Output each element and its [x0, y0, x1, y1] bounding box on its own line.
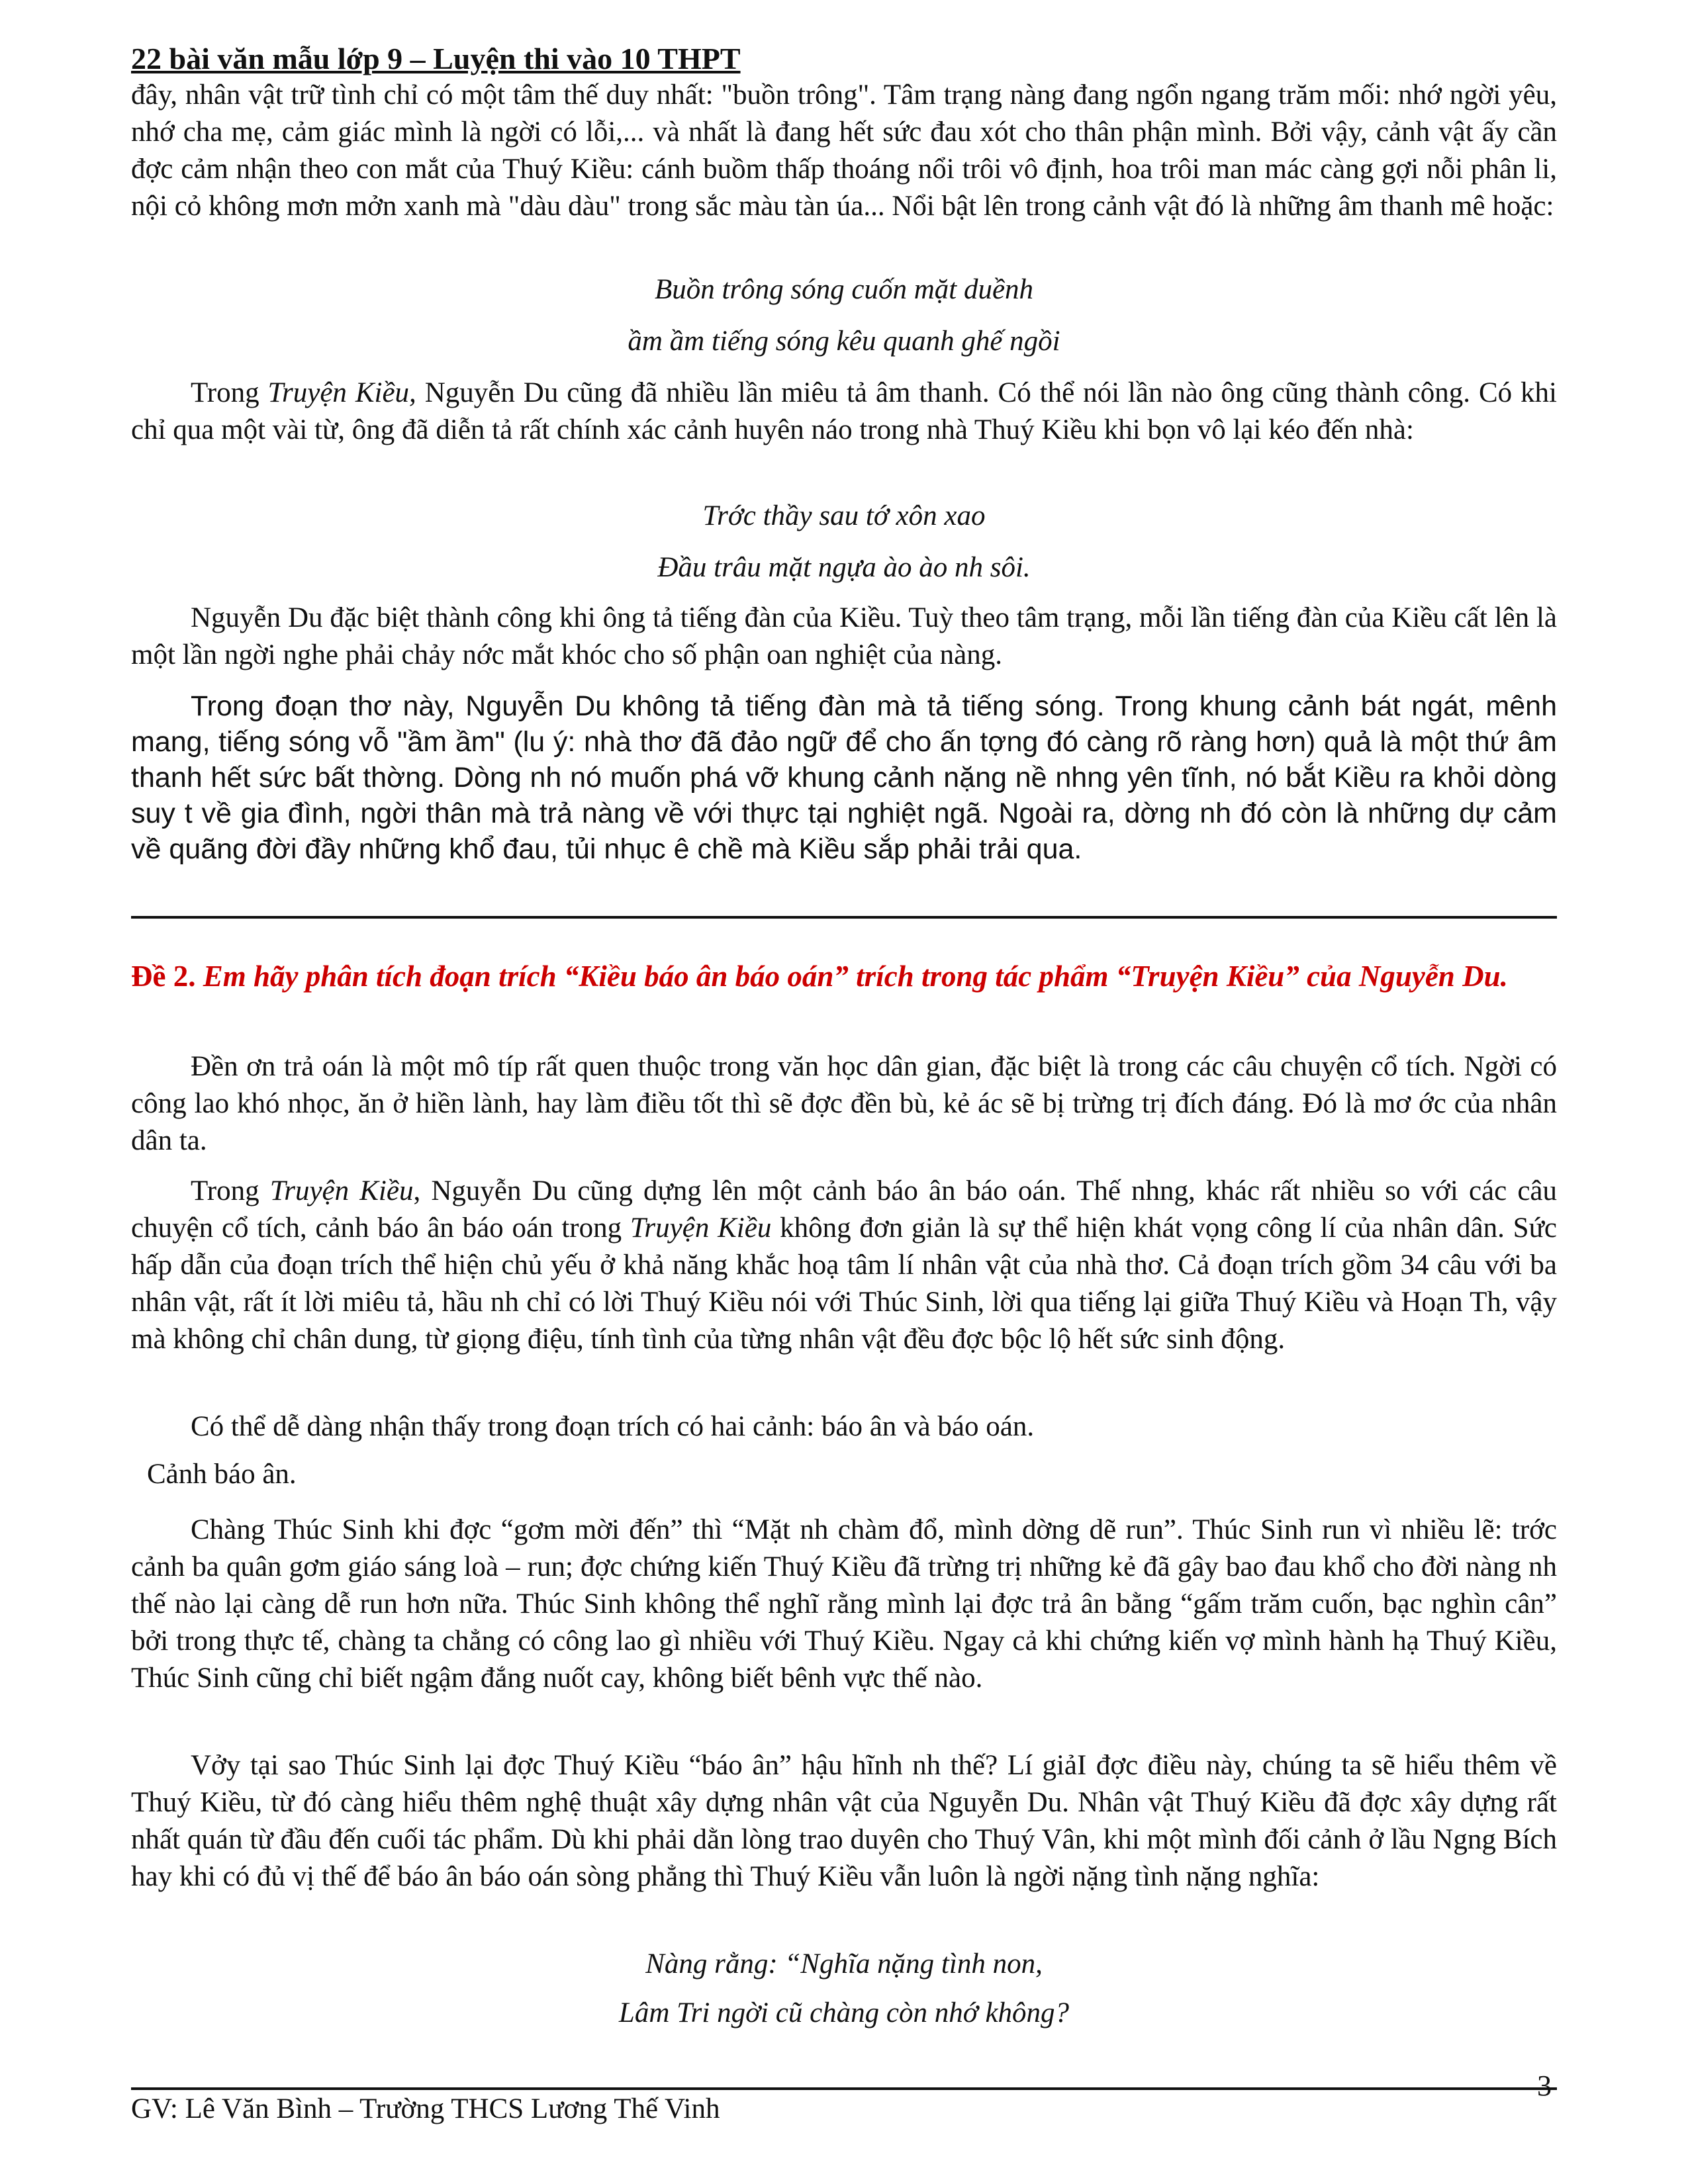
- paragraph-thuc-sinh: Chàng Thúc Sinh khi đợc “gơm mời đến” thì “Mặt nh chàm đổ, mình dờng dẽ run”. Thúc Sinh run vì nhiều lẽ: trớc cảnh ba quân gơm giáo sáng loà – run; đợc chứng kiến Thuý Kiều đã trừng trị những kẻ đã gây bao đau khổ cho đời nàng nh thế nào lại càng dễ run hơn nữa. Thúc Sinh không thể nghĩ rằng mình lại đợc trả ân bằng “gấm trăm cuốn, bạc nghìn cân” bởi trong thực tế, chàng ta chẳng có công lao gì nhiều với Thuý Kiều. Ngay cả khi chứng kiến vợ mình hành hạ Thuý Kiều, Thúc Sinh cũng chỉ biết ngậm đắng nuốt cay, không biết bênh vực thế nào.: [131, 1514, 1557, 1694]
- document-header-title: 22 bài văn mẫu lớp 9 – Luyện thi vào 10 THPT: [131, 42, 741, 75]
- paragraph-lute: Nguyễn Du đặc biệt thành công khi ông tả tiếng đàn của Kiều. Tuỳ theo tâm trạng, mỗi lần tiếng đàn của Kiều cất lên là một lần ngời nghe phải chảy nớc mắt khóc cho số phận oan nghiệt của nàng.: [131, 602, 1557, 670]
- text-run: không đơn giản là sự thể hiện khát vọng công lí của nhân dân. Sức hấp dẫn của đoạn trích thể hiện chủ yếu ở khả năng khắc hoạ tâm lí nhân vật của nhà thơ. Cả đoạn trích gồm 34 câu với ba nhân vật, rất ít lời miêu tả, hầu nh chỉ có lời Thuý Kiều nói với Thúc Sinh, lời qua tiếng lại giữa Thuý Kiều và Hoạn Th, vậy mà không chỉ chân dung, từ giọng điệu, tính tình của từng nhân vật đều đợc bộc lộ hết sức sinh động.: [131, 1212, 1557, 1355]
- work-title: Truyện Kiều: [630, 1212, 772, 1244]
- paragraph-sound: [131, 375, 1557, 449]
- paragraph-motif: Đền ơn trả oán là một mô típ rất quen thuộc trong văn học dân gian, đặc biệt là trong các câu chuyện cổ tích. Ngời có công lao khó nhọc, ăn ở hiền lành, hay làm điều tốt thì sẽ đợc đền bù, kẻ ác sẽ bị trừng trị đích đáng. Đó là mơ ớc của nhân dân ta.: [131, 1051, 1557, 1156]
- verse-line: Nàng rằng: “Nghĩa nặng tình non,: [645, 1948, 1043, 1979]
- verse-line: Lâm Tri ngời cũ chàng còn nhớ không?: [618, 1997, 1070, 2028]
- subheading: Cảnh báo ân.: [147, 1459, 297, 1490]
- paragraph-reward: Vởy tại sao Thúc Sinh lại đợc Thuý Kiều “báo ân” hậu hĩnh nh thế? Lí giảI đợc điều này, chúng ta sẽ hiểu thêm về Thuý Kiều, từ đó càng hiểu thêm nghệ thuật xây dựng nhân vật của Nguyễn Du. Nhân vật Thuý Kiều đã đợc xây dựng rất nhất quán từ đầu đến cuối tác phẩm. Dù khi phải dằn lòng trao duyên cho Thuý Vân, khi một mình đối cảnh ở lầu Ngng Bích hay khi có đủ vị thế để báo ân báo oán sòng phẳng thì Thuý Kiều vẫn luôn là ngời nặng tình nặng nghĩa:: [131, 1750, 1557, 1892]
- page-number: 3: [1537, 2070, 1552, 2102]
- verse-line: Đầu trâu mặt ngựa ào ào nh sôi.: [657, 552, 1031, 583]
- paragraph-intro: đây, nhân vật trữ tình chỉ có một tâm thế duy nhất: "buồn trông". Tâm trạng nàng đang ngổn ngang trăm mối: nhớ ngời yêu, nhớ cha mẹ, cảm giác mình là ngời có lỗi,... và nhất là đang hết sức đau xót cho thân phận mình. Bởi vậy, cảnh vật ấy cần đợc cảm nhận theo con mắt của Thuý Kiều: cánh buồm thấp thoáng nổi trôi vô định, hoa trôi man mác càng gợi nỗi phân li, nội cỏ không mơn mởn xanh mà "dàu dàu" trong sắc màu tàn úa... Nổi bật lên trong cảnh vật đó là những âm thanh mê hoặc:: [131, 79, 1557, 222]
- section-divider: [131, 916, 1557, 919]
- text-run: Nguyễn Du cũng đã nhiều lần miêu tả âm thanh. Có thể nói lần nào ông cũng thành công. Có khi chỉ qua một vài từ, ông đã diễn tả rất chính xác cảnh huyên náo trong nhà Thuý Kiều khi bọn vô lại kéo đến nhà:: [131, 377, 1557, 445]
- text-run: Trong: [191, 1175, 270, 1206]
- question-number: Đề 2.: [131, 960, 196, 993]
- question-heading: [131, 957, 1557, 995]
- paragraph-waves: Trong đoạn thơ này, Nguyễn Du không tả tiếng đàn mà tả tiếng sóng. Trong khung cảnh bát ngát, mênh mang, tiếng sóng vỗ "ầm ầm" (lu ý: nhà thơ đã đảo ngữ để cho ấn tợng đó càng rõ ràng hơn) quả là một thứ âm thanh hết sức bất thờng. Dòng nh nó muốn phá vỡ khung cảnh nặng nề nhng yên tĩnh, nó bắt Kiều ra khỏi dòng suy t về gia đình, ngời thân mà trả nàng về với thực tại nghiệt ngã. Ngoài ra, dờng nh đó còn là những dự cảm về quãng đời đầy những khổ đau, tủi nhục ê chề mà Kiều sắp phải trải qua.: [131, 690, 1557, 865]
- paragraph-two-scenes: Có thể dễ dàng nhận thấy trong đoạn trích có hai cảnh: báo ân và báo oán.: [191, 1411, 1035, 1442]
- verse-line: Buồn trông sóng cuốn mặt duềnh: [654, 274, 1034, 305]
- text-run: , Nguyễn Du cũng dựng lên một cảnh báo ân báo oán. Thế nhng, khác rất nhiều so với các câu chuyện cổ tích, cảnh báo ân báo oán trong: [131, 1175, 1557, 1244]
- paragraph-scene: [131, 1173, 1557, 1358]
- footer-divider: [131, 2087, 1557, 2090]
- question-text: Em hãy phân tích đoạn trích “Kiều báo ân báo oán” trích trong tác phẩm “Truyện Kiều” của Nguyễn Du.: [195, 960, 1508, 993]
- verse-line: Trớc thầy sau tớ xôn xao: [702, 500, 986, 531]
- work-title: Truyện Kiều,: [267, 377, 416, 408]
- work-title: Truyện Kiều: [269, 1175, 414, 1206]
- text-run: Trong: [191, 377, 268, 408]
- verse-line: ầm ầm tiếng sóng kêu quanh ghế ngồi: [628, 326, 1060, 357]
- footer-author: GV: Lê Văn Bình – Trường THCS Lương Thế Vinh: [131, 2093, 720, 2124]
